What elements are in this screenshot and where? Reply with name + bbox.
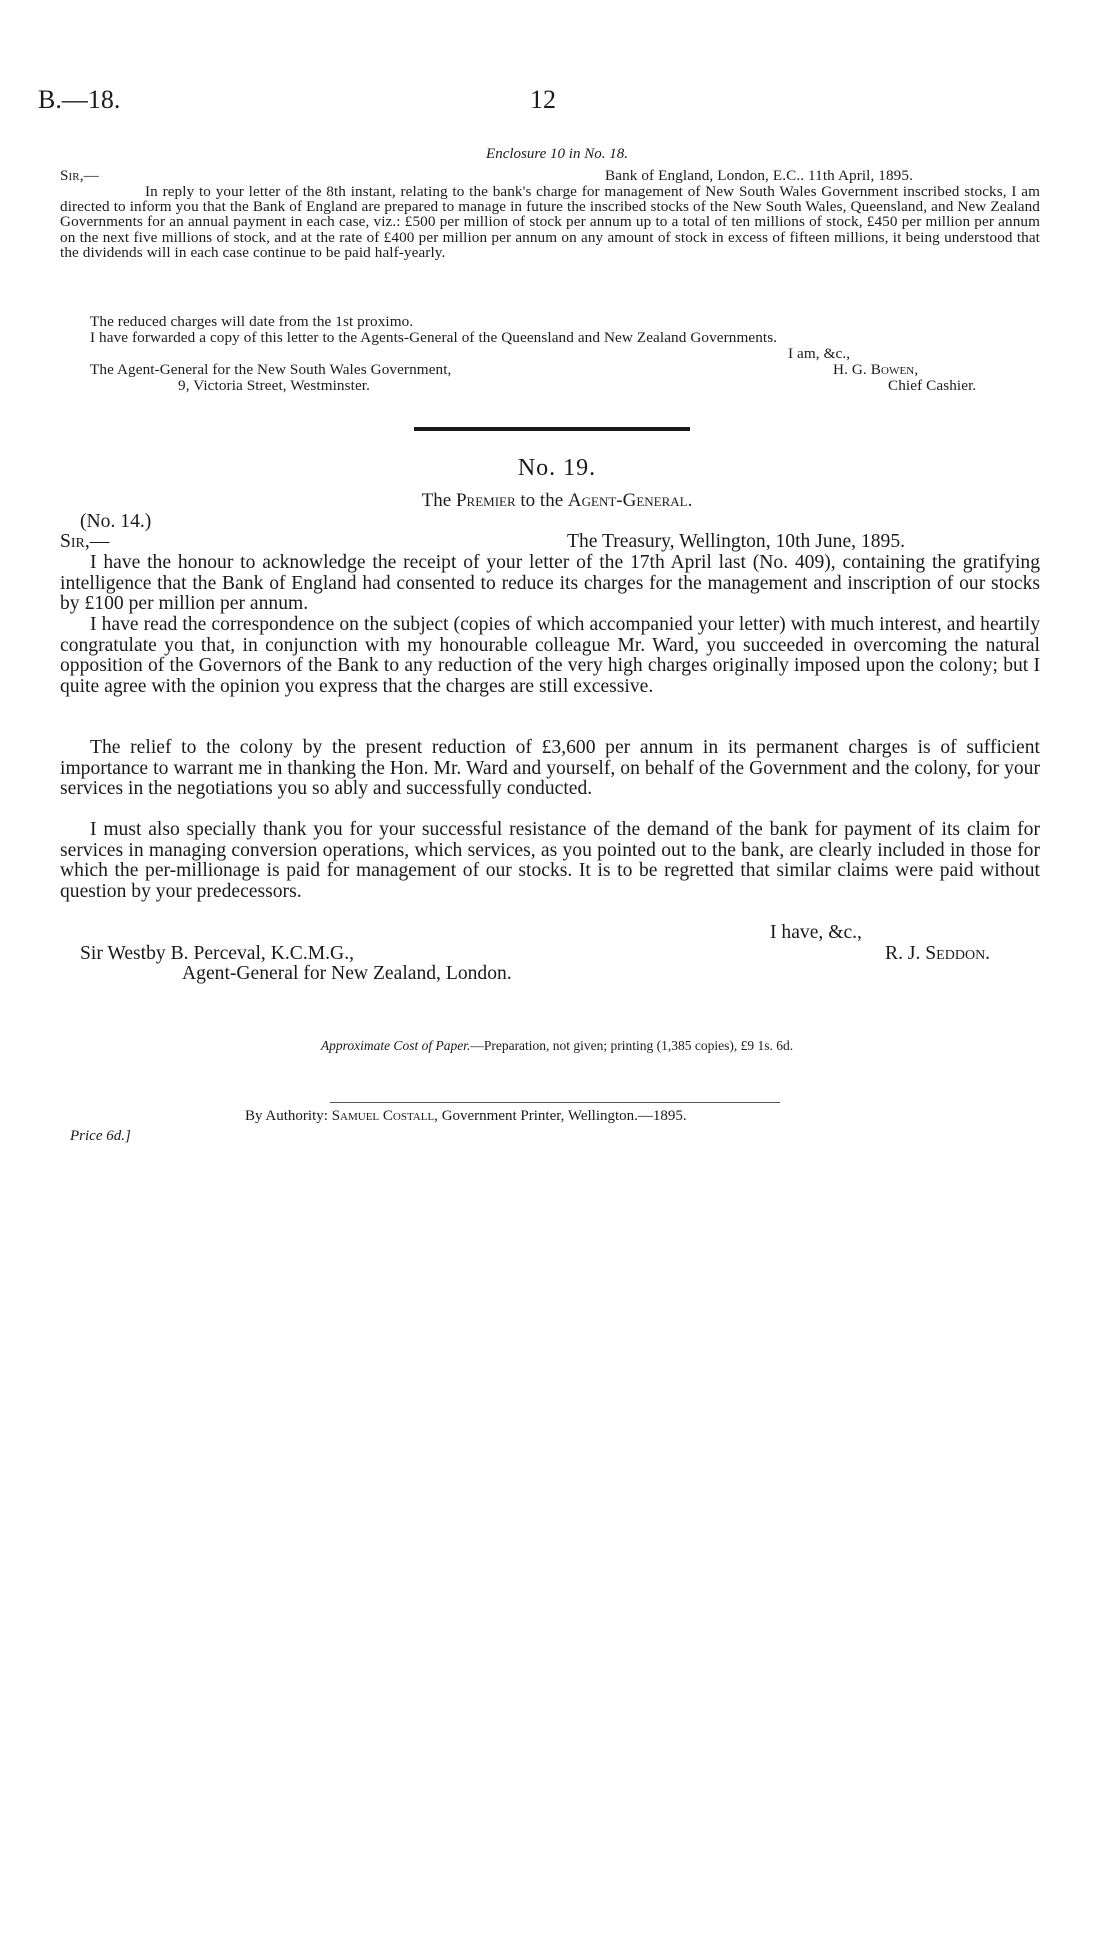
cost-label: Approximate Cost of Paper.: [320, 1038, 471, 1053]
authority-suffix: Government Printer, Wellington.—1895.: [441, 1108, 687, 1124]
letter-from: Premier: [455, 490, 516, 511]
letter-closing: I have, &c.,: [770, 922, 862, 943]
enclosure-signatory-title: Chief Cashier.: [888, 377, 977, 394]
letter-signatory: R. J. Seddon.: [885, 943, 991, 964]
letter-address: The Treasury, Wellington, 10th June, 1895.: [567, 531, 906, 552]
printer-authority: [245, 1108, 687, 1125]
enclosure-addressee: The Agent-General for the New South Wales Government,: [90, 361, 452, 378]
cost-text: —Preparation, not given; printing (1,385 copies), £9 1s. 6d.: [470, 1038, 794, 1053]
price: Price 6d.]: [70, 1128, 131, 1144]
section-divider: [414, 427, 690, 431]
letter-number: No. 19.: [517, 455, 597, 481]
footer-divider: [330, 1102, 780, 1103]
letter-addressee-location: Agent-General for New Zealand, London.: [182, 963, 512, 984]
page-number: 12: [530, 85, 556, 114]
letter-salutation: Sir,—: [60, 531, 110, 552]
letter-paragraph: The relief to the colony by the present reduction of £3,600 per annum in its permanent charges is of sufficient importance to warrant me in thanking the Hon. Mr. Ward and yourself, on behalf of the Government and the colony, for your services in the negotiations you so ably and successfully conducted.: [60, 737, 1040, 800]
letter-to: Agent-General.: [567, 490, 693, 511]
enclosure-heading: Enclosure 10 in No. 18.: [486, 146, 628, 162]
document-reference: B.—18.: [38, 85, 121, 114]
enclosure-salutation: Sir,—: [60, 167, 99, 184]
enclosure-addressee-street: 9, Victoria Street, Westminster.: [178, 377, 371, 394]
enclosure-address: Bank of England, London, E.C.. 11th April, 1895.: [605, 167, 913, 184]
letter-paragraph: I have the honour to acknowledge the receipt of your letter of the 17th April last (No. 409), containing the gratifying intelligence that the Bank of England had consented to reduce its charges for the management and inscription of our stocks by £100 per million per annum.: [60, 552, 1040, 615]
printer-name: Samuel Costall,: [331, 1108, 438, 1124]
letter-from-to: [0, 490, 1114, 512]
enclosure-signatory: H. G. Bowen,: [833, 361, 919, 378]
enclosure-line-forwarded: I have forwarded a copy of this letter to the Agents-General of the Queensland and New Zealand Governments.: [90, 329, 778, 346]
enclosure-line-reduced-charges: The reduced charges will date from the 1st proximo.: [90, 313, 414, 330]
letter-paragraph: I must also specially thank you for your successful resistance of the demand of the bank for payment of its claim for services in managing conversion operations, which services, as you pointed out to the bank, are clearly included in those for which the per-millionage is paid for management of our stocks. It is to be regretted that similar claims were paid without question by your predecessors.: [60, 819, 1040, 902]
letter-reference: (No. 14.): [80, 511, 152, 532]
letter-paragraph: I have read the correspondence on the subject (copies of which accompanied your letter) with much interest, and heartily congratulate you that, in conjunction with my honourable colleague Mr. Ward, you succeeded in overcoming the natural opposition of the Governors of the Bank to any reduction of the very high charges originally imposed upon the colony; but I quite agree with the opinion you express that the charges are still excessive.: [60, 614, 1040, 697]
cost-of-paper: [0, 1038, 1114, 1054]
authority-prefix: By Authority:: [245, 1108, 328, 1124]
enclosure-closing: I am, &c.,: [788, 345, 851, 362]
letter-to-the: to the: [520, 490, 564, 511]
letter-addressee: Sir Westby B. Perceval, K.C.M.G.,: [80, 943, 354, 964]
letter-from-the: The: [421, 490, 452, 511]
enclosure-body: In reply to your letter of the 8th instant, relating to the bank's charge for management of New South Wales Government inscribed stocks, I am directed to inform you that the Bank of England are prepared to manage in future the inscribed stocks of the New South Wales, Queensland, and New Zealand Governments for an annual payment in each case, viz.: £500 per million of stock per annum up to a total of ten millions of stock, £450 per million per annum on the next five millions of stock, and at the rate of £400 per million per annum on any amount of stock in excess of fifteen millions, it being understood that the dividends will in each case continue to be paid half-yearly.: [60, 183, 1040, 261]
